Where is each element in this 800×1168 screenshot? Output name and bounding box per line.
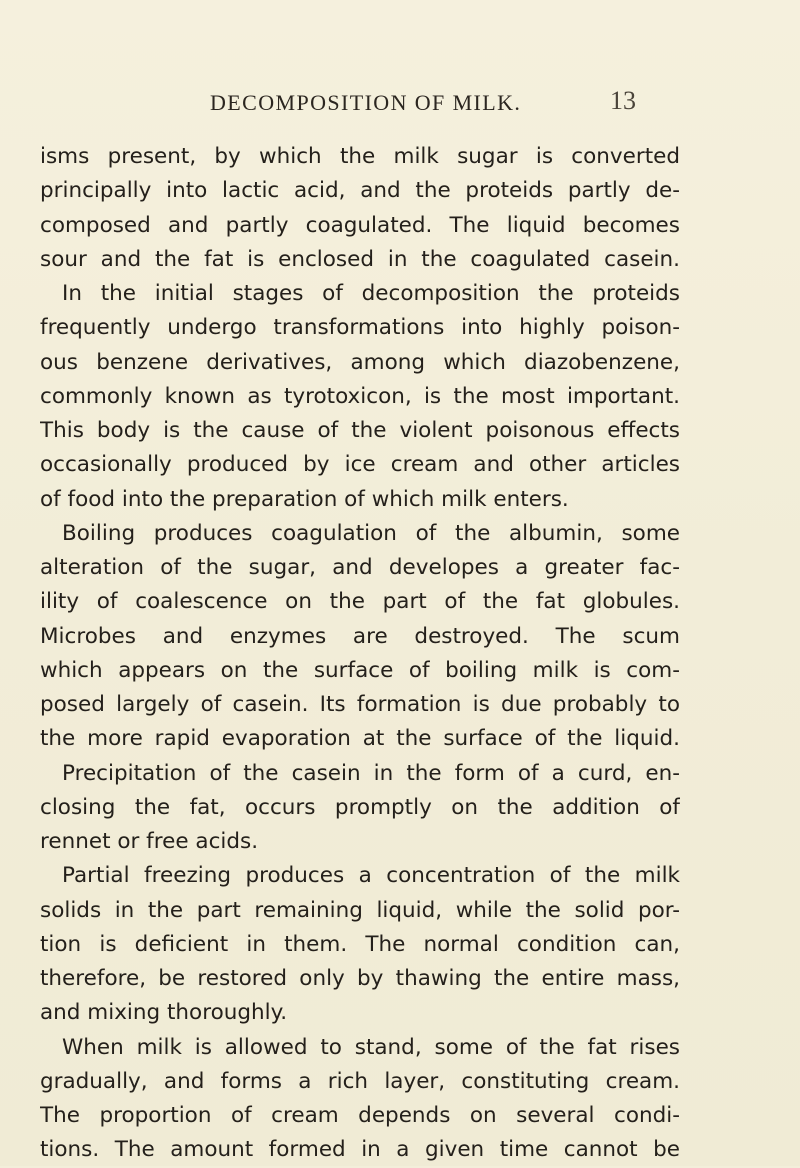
text-line: ility of coalescence on the part of the fat globules. [40, 589, 680, 615]
text-line: gradually, and forms a rich layer, constituting cream. [40, 1068, 680, 1094]
text-line: solids in the part remaining liquid, while the solid por- [40, 897, 680, 923]
page-header [0, 86, 800, 126]
text-line: Partial freezing produces a concentration of the milk [62, 863, 680, 889]
text-line: In the initial stages of decomposition the proteids [62, 281, 680, 306]
text-line: Boiling produces coagulation of the albumin, some [62, 520, 680, 546]
text-line: of food into the preparation of which milk enters. [40, 486, 569, 512]
text-line: occasionally produced by ice cream and other articles [40, 452, 680, 478]
text-line: posed largely of casein. Its formation is due probably to [40, 692, 680, 717]
text-line: commonly known as tyrotoxicon, is the most important. [40, 383, 680, 409]
text-line: Microbes and enzymes are destroyed. The scum [40, 623, 680, 649]
text-line: ous benzene derivatives, among which diazobenzene, [40, 349, 680, 375]
running-head: DECOMPOSITION OF MILK. [210, 90, 522, 115]
text-line: which appears on the surface of boiling milk is com- [40, 657, 680, 683]
text-line: This body is the cause of the violent poisonous effects [40, 418, 680, 443]
text-line: When milk is allowed to stand, some of the fat rises [62, 1034, 680, 1060]
text-line: closing the fat, occurs promptly on the addition of [40, 794, 680, 820]
text-line: alteration of the sugar, and developes a greater fac- [40, 555, 680, 580]
page-number: 13 [610, 86, 636, 115]
text-line: rennet or free acids. [40, 829, 259, 854]
text-line: composed and partly coagulated. The liquid becomes [40, 212, 680, 238]
text-line: sour and the fat is enclosed in the coagulated casein. [40, 246, 680, 272]
text-line: frequently undergo transformations into highly poison- [40, 315, 680, 341]
text-line: the more rapid evaporation at the surface of the liquid. [40, 726, 680, 752]
text-line: principally into lactic acid, and the proteids partly de- [40, 178, 680, 204]
text-line: tion is deficient in them. The normal condition can, [40, 931, 680, 957]
text-line: The proportion of cream depends on several condi- [40, 1103, 680, 1128]
body-text [40, 140, 680, 1168]
text-line: and mixing thoroughly. [40, 1000, 288, 1026]
text-line: therefore, be restored only by thawing the entire mass, [40, 966, 680, 991]
text-line: isms present, by which the milk sugar is converted [40, 144, 680, 169]
text-line: Precipitation of the casein in the form of a curd, en- [62, 760, 680, 786]
text-line: tions. The amount formed in a given time cannot be [40, 1137, 680, 1163]
